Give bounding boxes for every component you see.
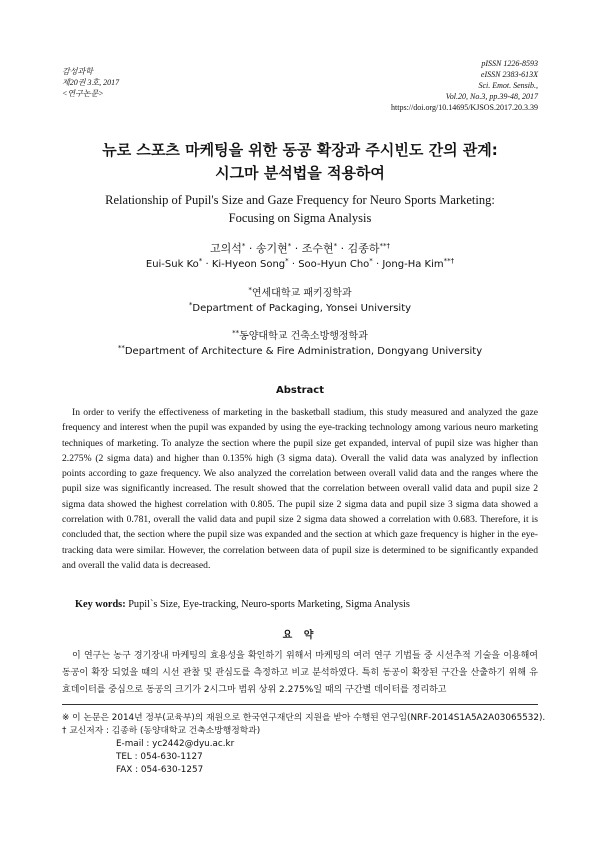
eissn: eISSN 2383-613X: [480, 70, 538, 79]
affiliation-english: Department of Packaging, Yonsei University: [192, 303, 412, 314]
author-mark: *: [287, 242, 292, 250]
affiliation-korean: 동양대학교 건축소방행정학과: [239, 331, 368, 342]
author-separator: ·: [291, 242, 302, 255]
contact-fax: FAX : 054-630-1257: [116, 765, 204, 775]
keywords: [75, 598, 538, 612]
author-name: 조수현: [301, 242, 334, 255]
contact-email[interactable]: E-mail : yc2442@dyu.ac.kr: [116, 739, 235, 749]
affiliation-mark: **: [232, 329, 240, 337]
journal-name: 감성과학: [62, 67, 93, 76]
article-type: <연구논문>: [62, 89, 104, 98]
affiliation-mark: *: [188, 301, 193, 309]
author-separator: ·: [288, 259, 299, 270]
affiliation-mark: **: [117, 344, 125, 352]
title-english: [0, 191, 600, 227]
journal-abbreviation: Sci. Emot. Sensib.,: [478, 81, 538, 90]
affiliation-korean: 연세대학교 패키징학과: [251, 288, 352, 299]
title-korean-line1: 뉴로 스포츠 마케팅을 위한 동공 확장과 주시빈도 간의 관계:: [102, 141, 498, 159]
pissn: pISSN 1226-8593: [481, 59, 538, 68]
author-separator: ·: [245, 242, 256, 255]
title-korean-line2: 시그마 분석법을 적용하여: [215, 164, 385, 182]
affiliation-english: Department of Architecture & Fire Administration, Dongyang University: [124, 346, 483, 357]
journal-volume: 제20권 3호, 2017: [62, 78, 120, 87]
corresponding-author-note: † 교신저자 : 김종하 (동양대학교 건축소방행정학과): [62, 726, 261, 736]
title-english-line2: Focusing on Sigma Analysis: [228, 211, 372, 225]
author-name: Eui-Suk Ko: [145, 259, 199, 270]
author-name: Ki-Hyeon Song: [211, 259, 286, 270]
title-korean: [0, 139, 600, 185]
author-mark: *: [285, 257, 289, 265]
doi-link[interactable]: https://doi.org/10.14695/KJSOS.2017.20.3.39: [391, 103, 538, 112]
abstract-heading: Abstract: [275, 385, 325, 396]
journal-header-right: [391, 58, 538, 113]
affiliation-mark: *: [248, 286, 252, 294]
author-mark: *: [369, 257, 373, 265]
author-mark: **†: [443, 257, 455, 265]
title-english-line1: Relationship of Pupil's Size and Gaze Frequency for Neuro Sports Marketing:: [105, 193, 495, 207]
author-list: [0, 241, 600, 272]
journal-header-left: [62, 66, 119, 99]
author-mark: **†: [379, 242, 391, 250]
author-list-korean: [0, 241, 600, 257]
abstract-text: In order to verify the effectiveness of marketing in the basketball stadium, this study measured and analyzed the gaze frequency and interest when the pupil was expanded by using the eye-tracking technology among various neuro marketing techniques of marketing. To analyze the section where the pupil size get expanded, interval of pupil size was higher than 2.275% (2 sigma data) and higher than 0.135% high (3 sigma data). Overall the valid data was analyzed by inflection points according to gaze frequency. We also analyzed the correlation between overall valid data and the ranges where the pupil size was significantly increased. The result showed that the correlation between overall valid data and pupil size 2 sigma data showed the highest correlation with 0.805. The pupil size 2 sigma data and pupil size 3 sigma data showed a correlation with 0.781, overall the valid data and pupil size 2 sigma data showed a correlation with 0.683. Therefore, it is concluded that, the section where the pupil size was expanded and the section at which gaze frequency is higher in the eye-tracking data were similar. However, the correlation between data of pupil size is determined to be significantly expanded and overall the valid data is decreased.: [62, 407, 538, 571]
volume-pages: Vol.20, No.3, pp.39-48, 2017: [445, 92, 538, 101]
author-separator: ·: [372, 259, 383, 270]
author-mark: *: [241, 242, 246, 250]
author-name: 고의석: [209, 242, 242, 255]
keywords-text: Pupil`s Size, Eye-tracking, Neuro-sports Marketing, Sigma Analysis: [128, 599, 410, 610]
author-separator: ·: [337, 242, 348, 255]
footnotes: [62, 712, 546, 777]
summary-heading: 요 약: [282, 630, 318, 641]
author-mark: *: [333, 242, 338, 250]
affiliation-1: [0, 287, 600, 316]
summary-text: 이 연구는 농구 경기장내 마케팅의 효용성을 확인하기 위해서 마케팅의 여러 연구 기법들 중 시선추적 기술을 이용해여 동공이 확장 되었을 때의 시선 관찰 및 관심도를 측정하고 비교 분석하였다. 특히 동공이 확장된 구간을 산출하기 위해 유효데이터를 중심으로 동공의 크기가 2시그마 범위 상위 2.275%일 때의 구간별 데이터를 정리하고: [62, 651, 538, 695]
author-list-english: [0, 257, 600, 272]
affiliation-2: [0, 330, 600, 359]
author-separator: ·: [202, 259, 212, 270]
author-mark: *: [198, 257, 203, 265]
footnote-divider: [62, 704, 538, 705]
keywords-label: Key words:: [75, 599, 126, 610]
author-name: 김종하: [347, 242, 380, 255]
contact-tel: TEL : 054-630-1127: [116, 752, 203, 762]
author-name: 송기현: [255, 242, 288, 255]
author-name: Jong-Ha Kim: [382, 259, 444, 270]
funding-note: ※ 이 논문은 2014년 정부(교육부)의 재원으로 한국연구재단의 지원을 받아 수행된 연구임(NRF-2014S1A5A2A03065532).: [62, 713, 546, 723]
author-name: Soo-Hyun Cho: [298, 259, 370, 270]
